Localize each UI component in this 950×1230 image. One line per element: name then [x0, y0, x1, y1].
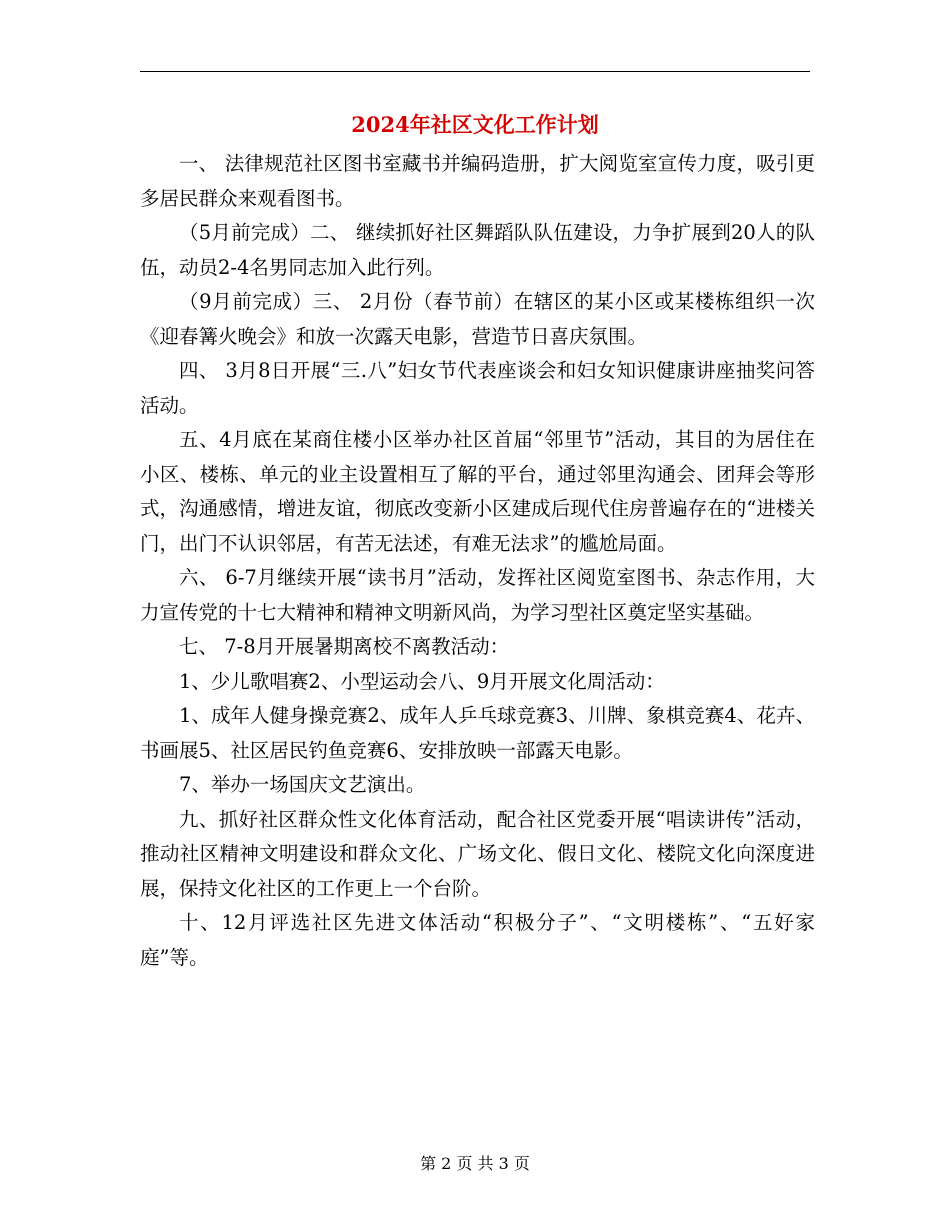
- paragraph-item-11: 九、抓好社区群众性文化体育活动，配合社区党委开展“唱读讲传”活动，推动社区精神文明建设和群众文化、广场文化、假日文化、楼院文化向深度进展，保持文化社区的工作更上一个台阶。: [140, 807, 815, 900]
- paragraph-item-6: 六、 6-7月继续开展“读书月”活动，发挥社区阅览室图书、杂志作用，大力宣传党的十七大精神和精神文明新风尚，为学习型社区奠定坚实基础。: [140, 566, 815, 624]
- paragraph-item-2: （5月前完成）二、 继续抓好社区舞蹈队队伍建设，力争扩展到20人的队伍，动员2-4名男同志加入此行列。: [140, 221, 815, 279]
- document-body: [140, 147, 815, 975]
- paragraph-item-5: 五、4月底在某商住楼小区举办社区首届“邻里节”活动，其目的为居住在小区、楼栋、单元的业主设置相互了解的平台，通过邻里沟通会、团拜会等形式，沟通感情，增进友谊，彻底改变新小区建成后现代住房普遍存在的“进楼关门，出门不认识邻居，有苦无法述，有难无法求”的尴尬局面。: [140, 428, 815, 555]
- paragraph-item-12: 十、12月评选社区先进文体活动“积极分子”、“文明楼栋”、“五好家庭”等。: [140, 911, 815, 969]
- paragraph-item-10: 7、举办一场国庆文艺演出。: [179, 773, 426, 796]
- paragraph-item-8: 1、少儿歌唱赛2、小型运动会八、9月开展文化周活动：: [179, 669, 665, 693]
- paragraph-item-1: 一、 法律规范社区图书室藏书并编码造册，扩大阅览室宣传力度，吸引更多居民群众来观看图书。: [140, 152, 815, 210]
- paragraph-item-9: 1、成年人健身操竞赛2、成年人乒乓球竞赛3、川牌、象棋竞赛4、花卉、书画展5、社区居民钓鱼竞赛6、安排放映一部露天电影。: [140, 704, 815, 762]
- header-rule: [140, 71, 810, 72]
- page-number-footer: 第 2 页 共 3 页: [420, 1154, 530, 1173]
- paragraph-item-4: 四、 3月8日开展“三.八”妇女节代表座谈会和妇女知识健康讲座抽奖问答活动。: [140, 359, 815, 417]
- paragraph-item-7: 七、 7-8月开展暑期离校不离教活动：: [179, 635, 510, 658]
- paragraph-item-3: （9月前完成）三、 2月份（春节前）在辖区的某小区或某楼栋组织一次《迎春篝火晚会》和放一次露天电影，营造节日喜庆氛围。: [140, 290, 815, 348]
- document-title: 2024年社区文化工作计划: [351, 112, 599, 137]
